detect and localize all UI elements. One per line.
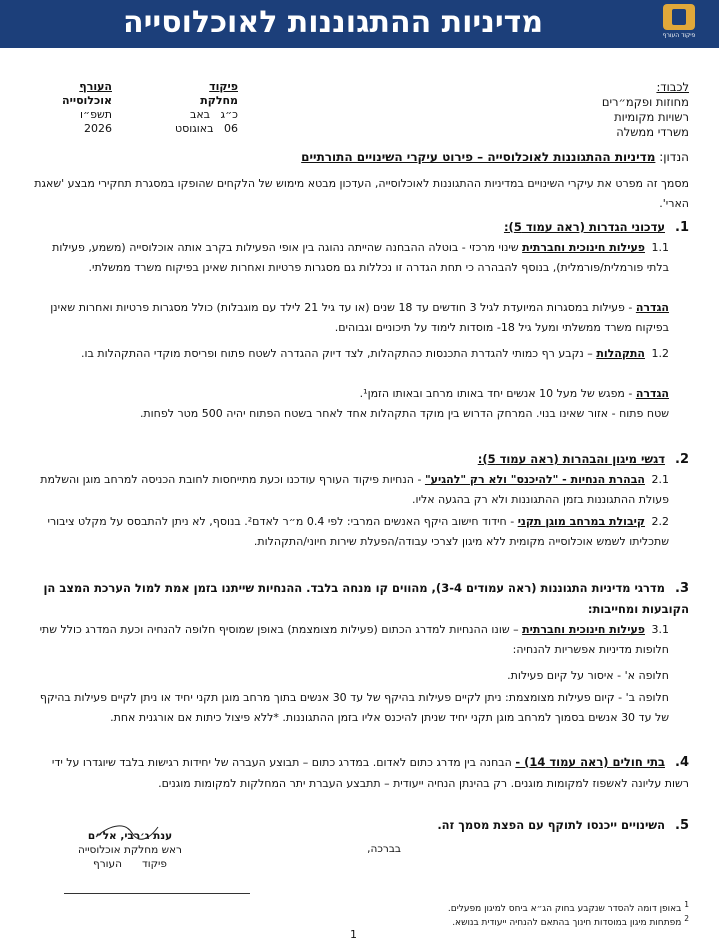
option-a-text: חלופה א' - איסור על קיום פעילות. [507, 669, 669, 682]
logo-caption: פיקוד העורף [662, 32, 696, 39]
item-text: – נקבע רף כמותי להגדרת התכנסות כהתקהלות, לצד דיוק ההגדרה לשטח פתוח ופריסת מוקדי ההתקהלות בו. [81, 347, 597, 360]
home-front-command-logo [659, 4, 699, 42]
item-1-2-open-area [29, 404, 669, 424]
logo-badge-icon [663, 4, 695, 30]
option-a [29, 666, 669, 686]
item-2-2 [29, 512, 669, 552]
dept-line-1: פיקוד [209, 80, 238, 93]
section-4 [29, 752, 689, 794]
section-title: מדרגי מדיניות התגוננות (ראה עמודים 3-4), מהווים קו מנחה בלבד. ההנחיות שייתנו בזמן אמת למול הערכת המצב הן הקובעות ומחייבות: [43, 581, 689, 616]
definition-text: - פעילות במסגרות המיועדת לגיל 3 חודשים עד 18 שנים (או עד גיל 21 לילד עם מוגבלות) כולל מסגרות פרטיות ואחרות שאינן בפיקוח משרד ממשלתי ומעל גיל 18- מוסדות לימוד על תיכוניים וגבוהים. [50, 301, 669, 334]
header-org-column [52, 80, 112, 136]
option-b [29, 688, 669, 728]
section-title: השינויים ייכנסו לתוקף עם הפצת מסמך זה. [437, 818, 665, 832]
org-line-3: תשפ״ו [80, 108, 112, 121]
handwritten-signature [92, 821, 162, 843]
dept-line-2: מחלקת [200, 94, 238, 107]
section-2-heading [29, 452, 689, 467]
date-month: באוגוסט [174, 122, 214, 135]
item-number: 3.1 [651, 623, 669, 636]
item-text: - חידוד חישוב היקף האנשים המרבי: לפי 0.4 מ״ר לאדם². בנוסף, לא ניתן להתבסס על מקלט ציבורי שתכליתו לשמש אוכלוסייה מקומית ללא מיגון לצרכי עבודה/הפעלת שירות חיוני/התקהלות. [47, 515, 669, 548]
recipient-1: מחוזות ופקמ״רים [601, 95, 689, 109]
footnote-1-text: באופן דומה להסדר שנקבע בחוק הג״א ביחס למיגון מפעלים. [447, 904, 682, 914]
footnote-1: $^1$ באופן דומה להסדר שנקבע בחוק הג״א ביחס למיגון מפעלים. [447, 900, 689, 914]
section-title: דגשי מיגון והבהרות (ראה עמוד 5): [477, 452, 665, 466]
item-number: 2.2 [651, 515, 669, 528]
item-number: 1.1 [651, 241, 669, 254]
section-title: עדכוני הגדרות (ראה עמוד 5): [503, 220, 665, 234]
footnote-2-text: מפתחות מיגון במוסדות חינוך בהתאם להנחיה ייעודית בנושא. [452, 918, 682, 928]
signer-unit-a: פיקוד [142, 858, 167, 870]
to-label: לכבוד: [656, 80, 689, 94]
footnote-2: $^2$ מפתחות מיגון במוסדות חינוך בהתאם להנחיה ייעודית בנושא. [452, 914, 689, 928]
org-line-4: 2026 [84, 122, 112, 135]
item-text: - הנחיות פיקוד העורף עודכנו וכעת מתייחסות לחובת הכניסה למרחב מוגן והשלמת פעולת ההתגוננות בזמן ההתגוננות ולא רק בהגעה אליו. [40, 473, 669, 506]
section-number: 4. [675, 755, 689, 770]
section-3-heading [29, 578, 689, 619]
item-1-1 [29, 238, 669, 278]
banner-title: מדיניות ההתגוננות לאוכלוסייה [122, 5, 544, 40]
hebrew-date-month: באב [189, 108, 211, 121]
definition-label: הגדרה [635, 301, 669, 314]
item-1-2-definition [29, 384, 669, 404]
item-head: התקהלות [596, 347, 645, 360]
subject-line [29, 150, 689, 164]
option-b-text: חלופה ב' - קיום פעילות מצומצמת: ניתן לקיים פעילות בהיקף של עד 30 אנשים בתוך מרחב מוגן תקני יחיד או ניתן לקיים פעילות בהיקף של עד 30 אנשים בסמוך למרחב מוגן תקני יחיד שניתן להיכנס אליו בזמן ההתגוננות. *ללא פיצול כיתות אם אורגנית אחת. [39, 691, 669, 724]
greeting: בברכה, [367, 843, 401, 855]
recipient-3: משרדי ממשלה [616, 125, 689, 139]
section-number: 2. [675, 452, 689, 467]
subject-prefix: הנדון: [659, 150, 689, 164]
org-line-2: אוכלוסייה [62, 94, 112, 107]
definition-label: הגדרה [635, 387, 669, 400]
item-1-2 [29, 344, 669, 364]
section-number: 3. [675, 581, 689, 596]
item-text: שינוי מרכזי - בוטלה ההבחנה שהייתה נהוגה בין אופי הפעילות בקרב אותה אוכלוסייה (משמע, פעילות בלתי פורמלית/פורמלית), בנוסף להבהרה כי תחת הגדרה זו נכללות גם מסגרות פרטיות ואחרות שאינן בפיקוח משרד ממשלתי. [52, 241, 669, 274]
subject-text: מדיניות ההתגוננות לאוכלוסייה – פירוט עיקרי השינויים התורתיים [301, 150, 656, 164]
header-dept-column [158, 80, 238, 136]
item-number: 1.2 [651, 347, 669, 360]
date-day: 06 [224, 122, 238, 135]
page-number: 1 [350, 928, 357, 941]
item-3-1 [29, 620, 669, 660]
section-1-heading [29, 220, 689, 235]
item-1-1-definition [29, 298, 669, 338]
hebrew-date-day: כ״ג [220, 108, 238, 121]
signer-role: ראש מחלקת אוכלוסייה [77, 844, 182, 856]
section-text: הבחנה בין מדרג כתום לאדום. במדרג כתום – תבוצע העברה של יחידות רגישות בלבד שיוגדרו על ידי רשות עליונה לאשפוז למקומות מוגנים. רק בהינתן הנחיה ייעודית – תתבצע העברת יתר המחלקות למקומות מוגנים. [51, 756, 689, 790]
item-head: פעילות חינוכית וחברתית [522, 623, 645, 636]
intro-paragraph: מסמך זה מפרט את עיקרי השינויים במדיניות ההתגוננות לאוכלוסייה, העדכון מבטא מימוש של הלקחים שהופקו במסגרת תחקירי מבצע 'שאגת הארי'. [34, 177, 689, 210]
signer-unit-b: העורף [93, 858, 122, 870]
signer-name: ענת ג׳רבי, אל״ם [87, 830, 173, 842]
open-area-text: שטח פתוח - אזור שאינו בנוי. המרחק הדרוש בין מוקד התקהלות אחד לאחר בשטח הפתוח יהיה 500 מטר לפחות. [139, 407, 669, 420]
section-title: בתי חולים (ראה עמוד 14) - [515, 755, 665, 769]
item-head: פעילות חינוכית וחברתית [522, 241, 645, 254]
item-text: – שונו ההנחיות למדרג הכתום (פעילות מצומצמת) באופן שמוסיף חלופה להנחיה וכעת המדרג כולל שתי חלופות מדיניות אפשריות להנחיה: [39, 623, 669, 656]
footnote-divider [64, 893, 250, 894]
org-line-1: העורף [79, 80, 112, 93]
recipients-block [509, 80, 689, 140]
item-number: 2.1 [651, 473, 669, 486]
section-number: 5. [675, 818, 689, 833]
signature-block [70, 829, 190, 871]
definition-text: - מפגש של מעל 10 אנשים יחד באותו מרחב ובאותו הזמן¹. [359, 387, 636, 400]
recipient-2: רשויות מקומיות [614, 110, 689, 124]
item-head: הבהרת הנחיות - "להיכנס" ולא רק "להגיע" [424, 473, 645, 486]
header-banner [0, 0, 719, 48]
item-head: קיבולת במרחב מוגן תקני [517, 515, 645, 528]
section-number: 1. [675, 220, 689, 235]
item-2-1 [29, 470, 669, 510]
